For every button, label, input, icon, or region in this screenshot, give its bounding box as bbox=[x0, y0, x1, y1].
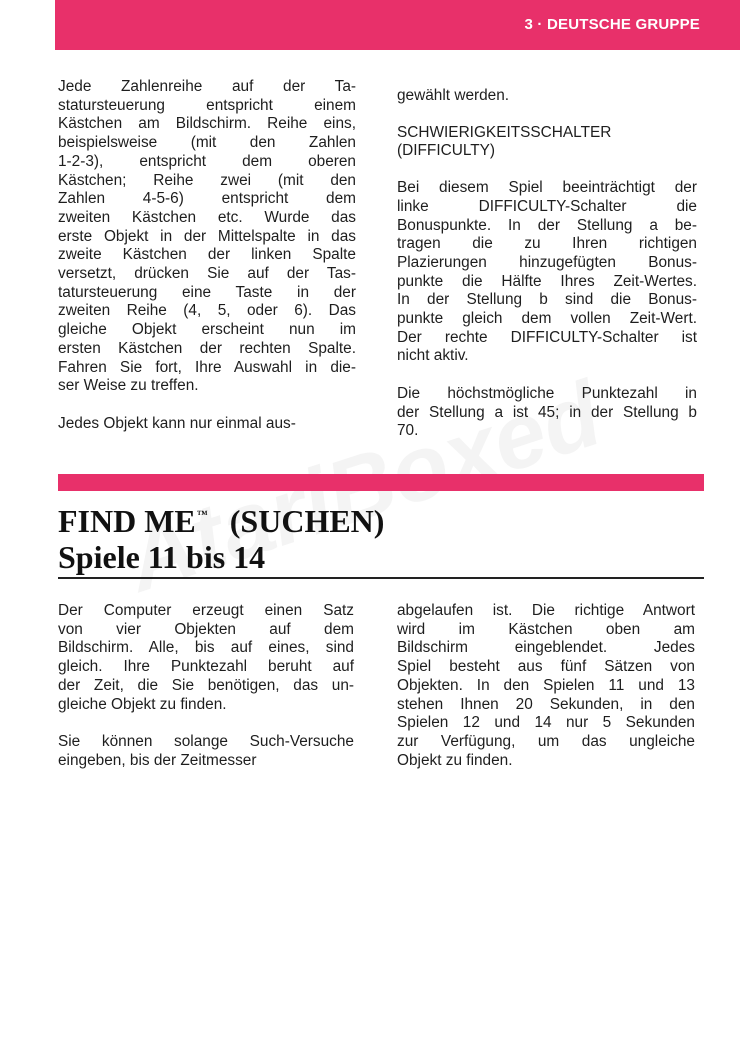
find-me-title-line-1: FIND ME™ (SUCHEN) bbox=[58, 503, 385, 539]
text-line: erste Objekt in der Mittelspalte in das bbox=[58, 227, 356, 245]
text-line: linke DIFFICULTY-Schalter die bbox=[397, 197, 697, 215]
title-rule bbox=[58, 577, 704, 579]
text-line: gleich. Ihre Punktezahl beruht auf bbox=[58, 658, 354, 676]
text-line: Kästchen; Reihe zwei (mit den bbox=[58, 171, 356, 189]
find-me-title-line-2: Spiele 11 bis 14 bbox=[58, 539, 266, 575]
text-line: Kästchen am Bildschirm. Reihe eins, bbox=[58, 115, 356, 133]
text-line: punkte gleich dem vollen Zeit-Wert. bbox=[397, 310, 697, 328]
text-line: gleiche Objekt erscheint nun im bbox=[58, 321, 356, 339]
text-line: gewählt werden. bbox=[397, 87, 510, 104]
text-line: Bildschirm eingeblendet. Jedes bbox=[397, 639, 695, 657]
header-band bbox=[55, 0, 740, 50]
difficulty-paragraph-1 bbox=[397, 179, 697, 366]
text-line: ser Weise zu treffen. bbox=[58, 377, 199, 395]
text-line: Bonuspunkte. In der Stellung a be- bbox=[397, 216, 697, 234]
text-line: Jedes Objekt kann nur einmal aus- bbox=[58, 414, 296, 432]
text-line: Spiel besteht aus fünf Sätzen von bbox=[397, 658, 695, 676]
text-line: abgelaufen ist. Die richtige Antwort bbox=[397, 602, 695, 619]
find-me-right-paragraph-1 bbox=[397, 602, 695, 770]
text-line: eingeben, bis der Zeitmesser bbox=[58, 751, 257, 769]
text-line: Spielen 12 und 14 nur 5 Sekunden bbox=[397, 714, 695, 732]
text-line: wird im Kästchen oben am bbox=[397, 620, 695, 638]
text-line: (DIFFICULTY) bbox=[397, 142, 496, 160]
text-line: versetzt, drücken Sie auf der Tas- bbox=[58, 265, 356, 283]
find-me-left-paragraph-1 bbox=[58, 602, 354, 714]
text-line: 70. bbox=[397, 422, 419, 440]
text-line: Der rechte DIFFICULTY-Schalter ist bbox=[397, 328, 697, 346]
section-divider-bar bbox=[58, 474, 704, 491]
text-line: zweiten Kästchen etc. Wurde das bbox=[58, 208, 356, 226]
text-line: Objekten. In den Spielen 11 und 13 bbox=[397, 676, 695, 694]
text-line: nicht aktiv. bbox=[397, 347, 469, 365]
text-line: Fahren Sie fort, Ihre Auswahl in die- bbox=[58, 358, 356, 376]
text-line: Objekt zu finden. bbox=[397, 751, 513, 769]
top-left-paragraph-2 bbox=[58, 415, 356, 434]
trademark-symbol: ™ bbox=[196, 509, 208, 521]
text-line: Zahlen 4-5-6) entspricht dem bbox=[58, 190, 356, 208]
text-line: zur Verfügung, um das ungleiche bbox=[397, 732, 695, 750]
top-left-column bbox=[58, 78, 356, 433]
find-me-left-column bbox=[58, 602, 354, 770]
text-line: zweite Kästchen der linken Spalte bbox=[58, 246, 356, 264]
text-line: statursteuerung entspricht einem bbox=[58, 96, 356, 114]
text-line: tragen die zu Ihren richtigen bbox=[397, 235, 697, 253]
find-me-right-column bbox=[397, 602, 695, 770]
difficulty-paragraph-2 bbox=[397, 385, 697, 441]
text-line: zweiten Reihe (4, 5, oder 6). Das bbox=[58, 302, 356, 320]
text-line: Bei diesem Spiel beeinträchtigt der bbox=[397, 179, 697, 197]
text-line: der Zeit, die Sie benötigen, das un- bbox=[58, 676, 354, 694]
text-line: Bildschirm. Alle, bis auf eines, sind bbox=[58, 639, 354, 657]
text-line: tatursteuerung eine Taste in der bbox=[58, 283, 356, 301]
text-line: In der Stellung b sind die Bonus- bbox=[397, 291, 697, 309]
text-line: von vier Objekten auf dem bbox=[58, 620, 354, 638]
text-line: SCHWIERIGKEITSSCHALTER bbox=[397, 123, 612, 141]
text-line: der Stellung a ist 45; in der Stellung b bbox=[397, 403, 697, 421]
top-right-column bbox=[397, 87, 697, 441]
text-line: beispielsweise (mit den Zahlen bbox=[58, 134, 356, 152]
text-line: Sie können solange Such-Versuche bbox=[58, 732, 354, 750]
text-line: punkte die Hälfte Ihres Zeit-Wertes. bbox=[397, 272, 697, 290]
find-me-left-paragraph-2 bbox=[58, 733, 354, 770]
text-line: gleiche Objekt zu finden. bbox=[58, 695, 227, 713]
top-right-continuation bbox=[397, 87, 697, 106]
difficulty-heading bbox=[397, 124, 697, 161]
find-me-title bbox=[58, 497, 704, 575]
text-line: 1-2-3), entspricht dem oberen bbox=[58, 152, 356, 170]
text-line: Die höchstmögliche Punktezahl in bbox=[397, 384, 697, 402]
text-line: ersten Kästchen der rechten Spalte. bbox=[58, 339, 356, 357]
text-line: Der Computer erzeugt einen Satz bbox=[58, 602, 354, 619]
text-line: stehen Ihnen 20 Sekunden, in den bbox=[397, 695, 695, 713]
top-left-paragraph-1 bbox=[58, 78, 356, 396]
text-line: Jede Zahlenreihe auf der Ta- bbox=[58, 78, 356, 95]
section-label: 3 · DEUTSCHE GRUPPE bbox=[524, 16, 700, 33]
text-line: Plazierungen hinzugefügten Bonus- bbox=[397, 253, 697, 271]
